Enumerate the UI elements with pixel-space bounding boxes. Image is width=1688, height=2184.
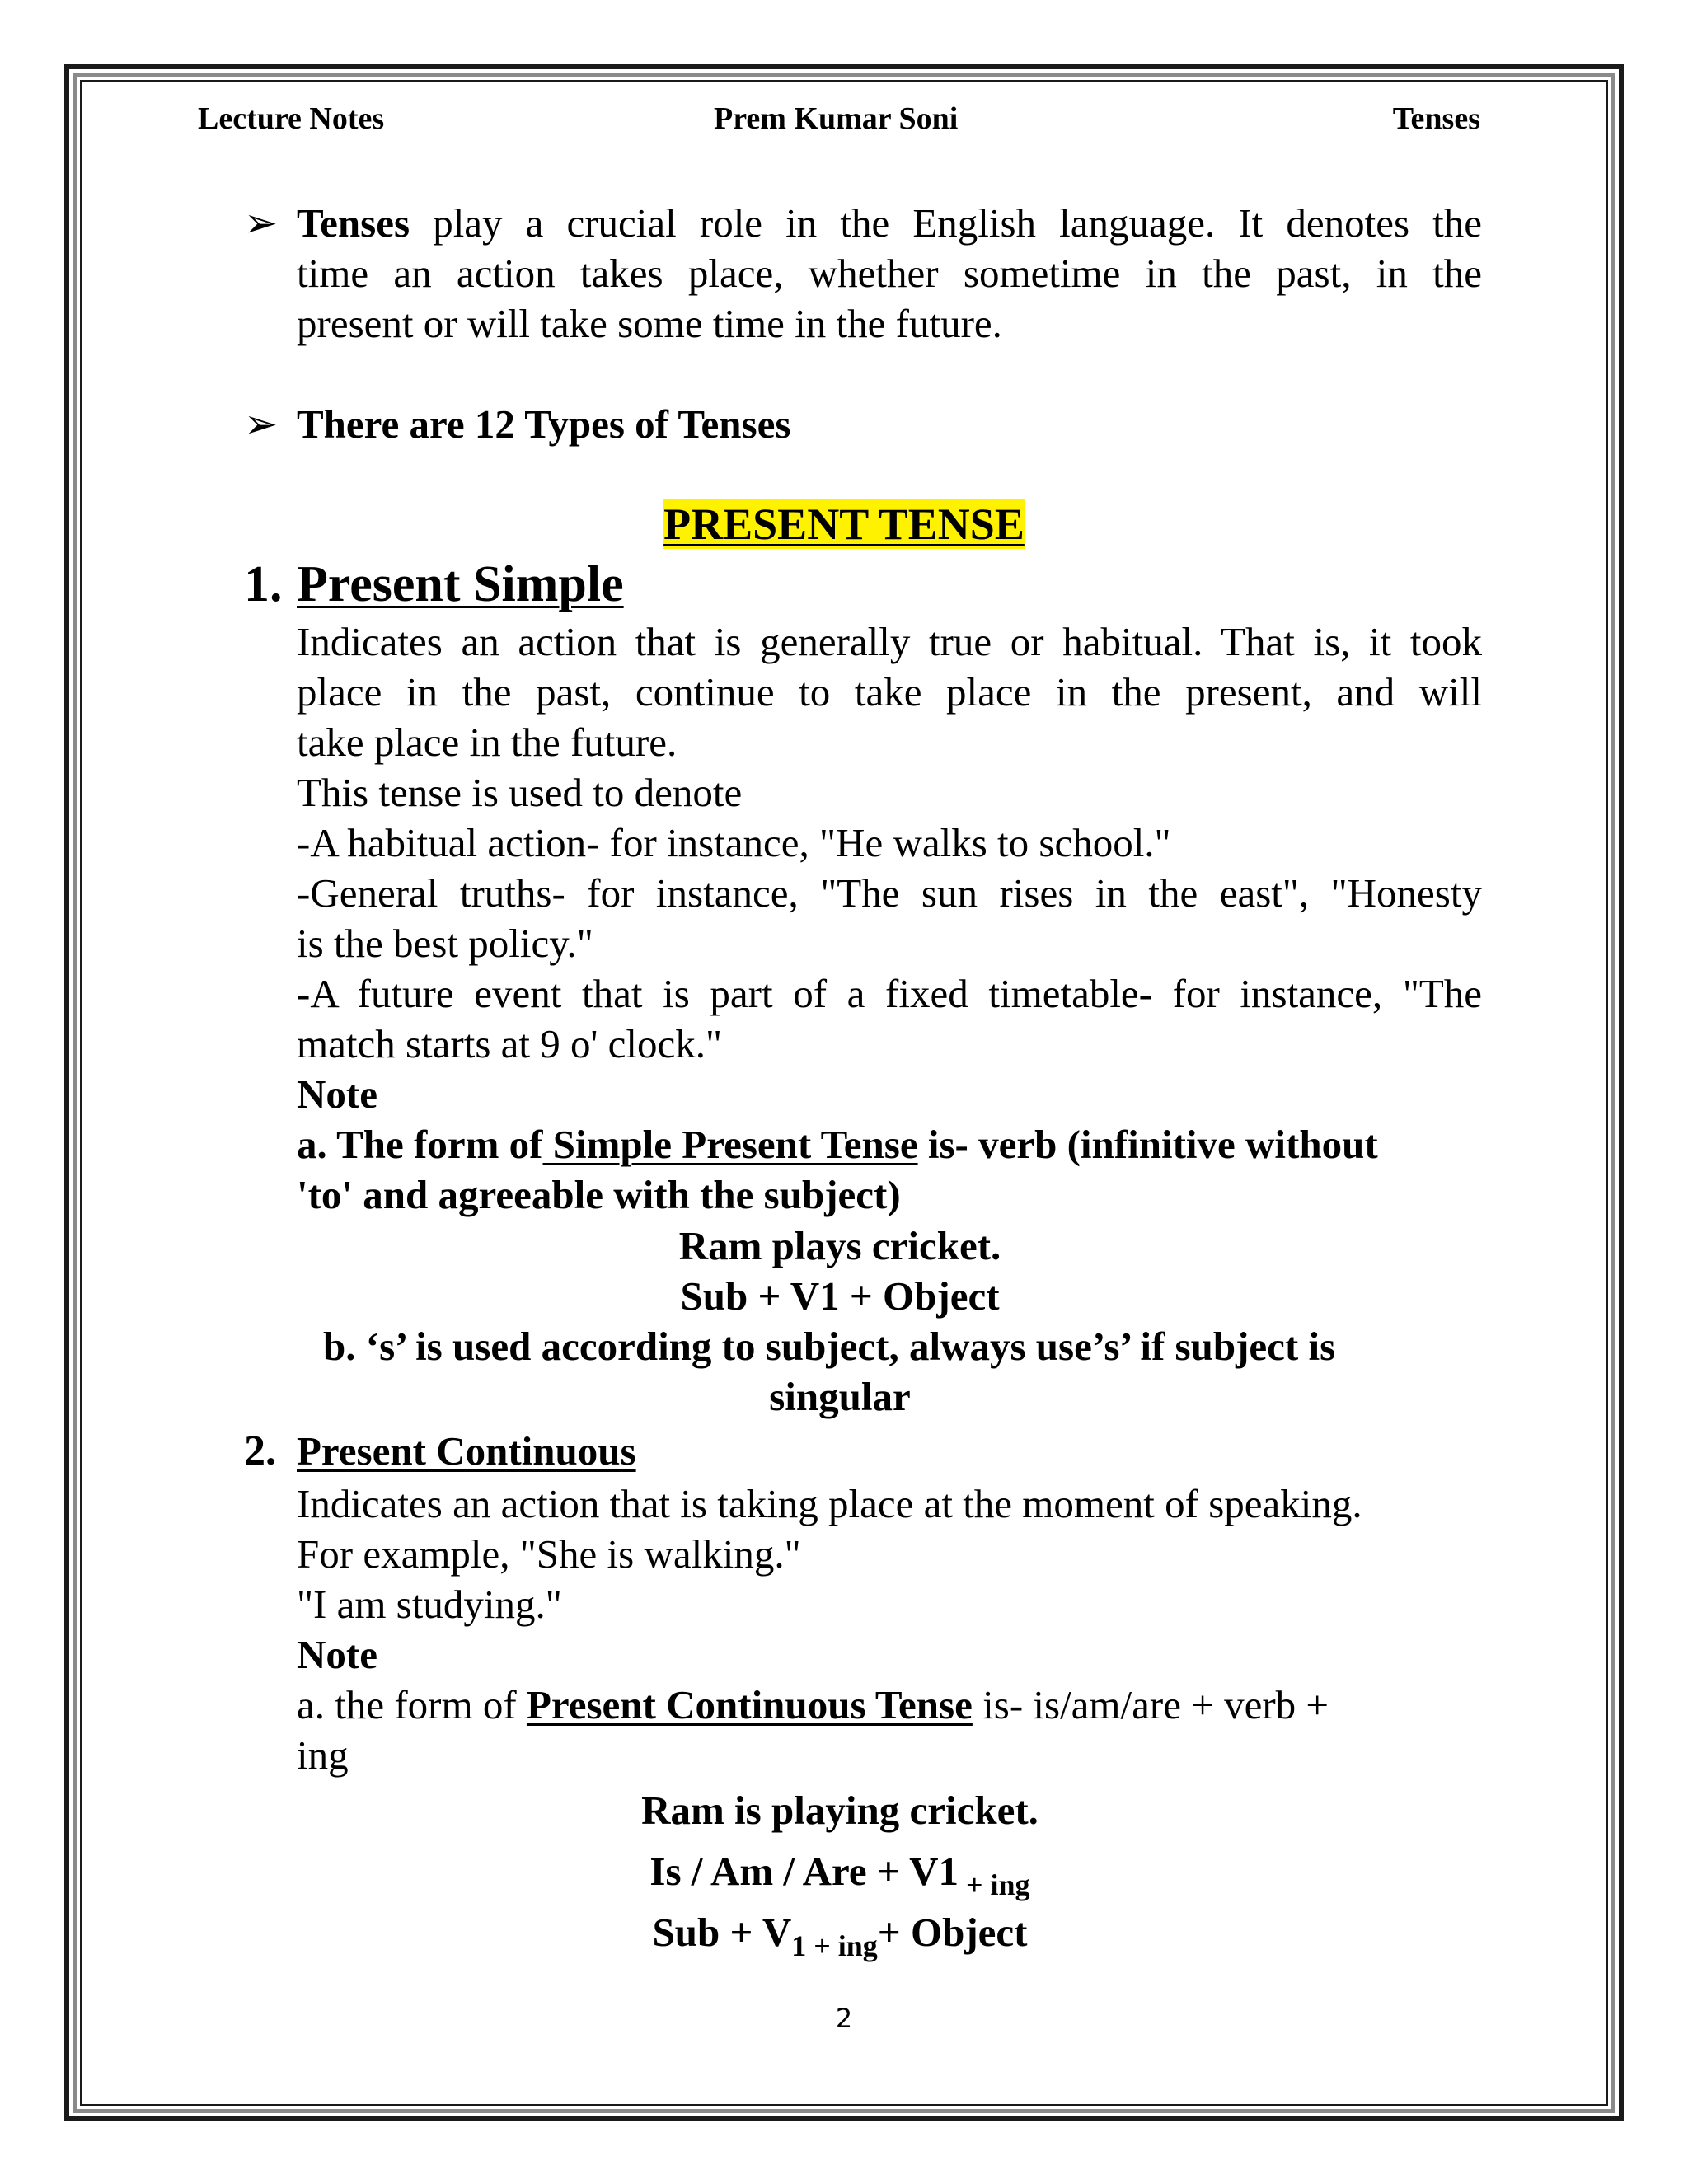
bullet-1-line-2: time an action takes place, whether sometime in the past, in the bbox=[297, 251, 1482, 296]
bullet-1-line-3: present or will take some time in the future. bbox=[297, 301, 1002, 346]
item-1-line: is the best policy." bbox=[297, 921, 593, 966]
page-number: 2 bbox=[835, 2003, 853, 2034]
item-1-line: Indicates an action that is generally true or habitual. That is, it took bbox=[297, 619, 1482, 664]
item-2-formula-1: Is / Am / Are + V1 $_{+ ing}$ bbox=[649, 1849, 1030, 1901]
item-2-line: Indicates an action that is taking place at the moment of speaking. bbox=[297, 1481, 1362, 1526]
item-2-note-a-line-2: ing bbox=[297, 1732, 349, 1778]
item-1-line: This tense is used to denote bbox=[297, 770, 743, 815]
item-2-formula-2: Sub + $V_{1 + ing}+$ Object bbox=[652, 1910, 1028, 1962]
item-1-line: match starts at 9 o' clock." bbox=[297, 1021, 722, 1066]
header-center: Prem Kumar Soni bbox=[714, 101, 959, 136]
simple-present-tense-term: Simple Present Tense bbox=[542, 1122, 918, 1167]
item-1-number: 1. bbox=[244, 556, 283, 612]
header-right: Tenses bbox=[1392, 101, 1480, 136]
header-left: Lecture Notes bbox=[198, 101, 385, 136]
item-1-note-a: a. The form of Simple Present Tense is- verb (infinitive without bbox=[297, 1122, 1378, 1167]
bullet-marker: ➢ bbox=[244, 200, 279, 246]
item-1-note-label: Note bbox=[297, 1071, 377, 1117]
bullet-1-line-1 bbox=[297, 198, 1482, 248]
section-title: PRESENT TENSE bbox=[663, 499, 1025, 549]
item-1-line: take place in the future. bbox=[297, 719, 678, 765]
present-continuous-tense-term: Present Continuous Tense bbox=[526, 1682, 973, 1727]
bullet-marker: ➢ bbox=[244, 401, 279, 447]
item-1-formula: Sub + V1 + Object bbox=[680, 1273, 1000, 1319]
item-1-example: Ram plays cricket. bbox=[678, 1223, 1001, 1268]
item-1-note-b-line-2: singular bbox=[769, 1374, 911, 1419]
item-2-number: 2. bbox=[244, 1427, 276, 1474]
item-1-title: Present Simple bbox=[297, 556, 624, 612]
item-2-note-a: a. the form of Present Continuous Tense is- is/am/are + verb + bbox=[297, 1682, 1329, 1727]
bullet-1-lead: Tenses bbox=[297, 200, 410, 246]
item-1-line: -A habitual action- for instance, "He walks to school." bbox=[297, 820, 1171, 865]
item-2-line: "I am studying." bbox=[297, 1582, 562, 1627]
item-2-example: Ram is playing cricket. bbox=[641, 1788, 1039, 1833]
item-1-note-a-line-2: 'to' and agreeable with the subject) bbox=[297, 1172, 901, 1217]
item-2-title: Present Continuous bbox=[297, 1428, 636, 1474]
item-1-line: -General truths- for instance, "The sun rises in the east", "Honesty bbox=[297, 870, 1482, 916]
bullet-2-text: There are 12 Types of Tenses bbox=[297, 401, 791, 447]
item-2-note-label: Note bbox=[297, 1632, 377, 1677]
item-1-note-b: b. ‘s’ is used according to subject, always use’s’ if subject is bbox=[323, 1324, 1336, 1369]
item-1-line: place in the past, continue to take place in the present, and will bbox=[297, 669, 1482, 715]
item-2-line: For example, "She is walking." bbox=[297, 1531, 801, 1577]
bullet-1-line-1-rest: play a crucial role in the English language. It denotes the bbox=[433, 200, 1483, 246]
item-1-line: -A future event that is part of a fixed timetable- for instance, "The bbox=[297, 971, 1482, 1016]
